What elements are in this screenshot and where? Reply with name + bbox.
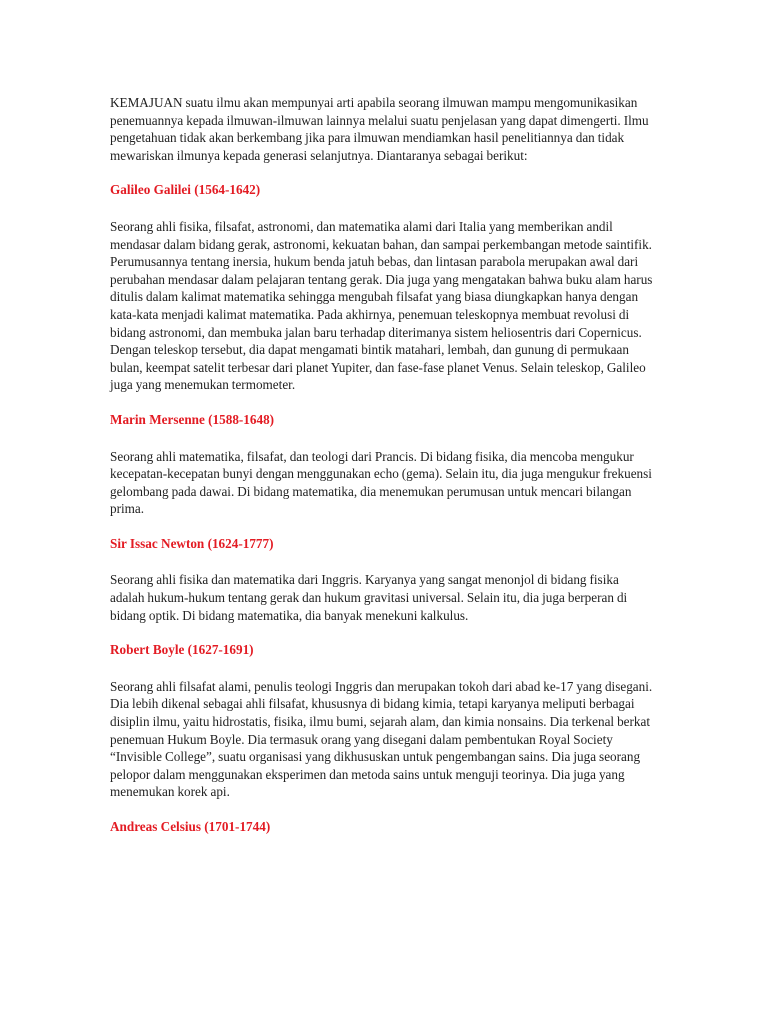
spacer <box>110 394 655 411</box>
document-page <box>110 94 655 836</box>
section-body-mersenne: Seorang ahli matematika, filsafat, dan teologi dari Prancis. Di bidang fisika, dia mencoba mengukur kecepatan-kecepatan bunyi dengan menggunakan echo (gema). Selain itu, dia juga mengukur frekuensi gelombang pada dawai. Di bidang matematika, dia menemukan perumusan untuk mencari bilangan prima. <box>110 448 652 517</box>
section-heading-newton: Sir Issac Newton (1624-1777) <box>110 535 274 551</box>
section-heading-celsius: Andreas Celsius (1701-1744) <box>110 819 271 834</box>
spacer <box>110 518 655 535</box>
spacer <box>110 659 655 678</box>
section-heading-boyle: Robert Boyle (1627-1691) <box>110 642 254 658</box>
spacer <box>110 552 655 571</box>
section-body-boyle: Seorang ahli filsafat alami, penulis teologi Inggris dan merupakan tokoh dari abad ke-17 yang disegani. Dia lebih dikenal sebagai ahli filsafat, khususnya di bidang kimia, tetapi karyanya meliputi berbagai disiplin ilmu, yaitu hidrostatis, fisika, ilmu bumi, sejarah alam, dan kimia nonsains. Dia terkenal berkat penemuan Hukum Boyle. Dia termasuk orang yang disegani dalam pembentukan Royal Society “Invisible College”, suatu organisasi yang dikhususkan untuk pengembangan sains. Dia juga seorang pelopor dalam menggunakan eksperimen dan metoda sains untuk menguji teorinya. Dia juga yang menemukan korek api. <box>110 678 653 800</box>
spacer <box>110 429 655 448</box>
spacer <box>110 801 655 818</box>
spacer <box>110 164 655 181</box>
section-heading-mersenne: Marin Mersenne (1588-1648) <box>110 411 275 427</box>
section-heading-galileo: Galileo Galilei (1564-1642) <box>110 182 261 198</box>
section-body-newton: Seorang ahli fisika dan matematika dari Inggris. Karyanya yang sangat menonjol di bidang fisika adalah hukum-hukum tentang gerak dan hukum gravitasi universal. Selain itu, dia juga berperan di bidang optik. Di bidang matematika, dia banyak menekuni kalkulus. <box>110 572 628 623</box>
spacer <box>110 199 655 218</box>
intro-paragraph: KEMAJUAN suatu ilmu akan mempunyai arti apabila seorang ilmuwan mampu mengomunikasikan penemuannya kepada ilmuwan-ilmuwan lainnya melalui suatu penjelasan yang dapat dimengerti. Ilmu pengetahuan tidak akan berkembang jika para ilmuwan mendiamkan hasil penelitiannya dan tidak mewariskan ilmunya kepada generasi selanjutnya. Diantaranya sebagai berikut: <box>110 95 649 163</box>
spacer <box>110 624 655 641</box>
section-body-galileo: Seorang ahli fisika, filsafat, astronomi, dan matematika alami dari Italia yang memberikan andil mendasar dalam bidang gerak, astronomi, kekuatan bahan, dan sampai perkembangan metode saintifik. Perumusannya tentang inersia, hukum benda jatuh bebas, dan lintasan parabola merupakan awal dari perubahan mendasar dalam pelajaran tentang gerak. Dia juga yang mengatakan bahwa buku alam harus ditulis dalam kalimat matematika sehingga mengubah filsafat yang biasa diungkapkan hanya dengan kata-kata menjadi kalimat matematika. Pada akhirnya, penemuan teleskopnya membuat revolusi di bidang astronomi, dan membuka jalan baru terhadap diterimanya sistem heliosentris dari Copernicus. Dengan teleskop tersebut, dia dapat mengamati bintik matahari, lembah, dan gunung di permukaan bulan, keempat satelit terbesar dari planet Yupiter, dan fase-fase planet Venus. Selain teleskop, Galileo juga yang menemukan termometer. <box>110 218 653 393</box>
